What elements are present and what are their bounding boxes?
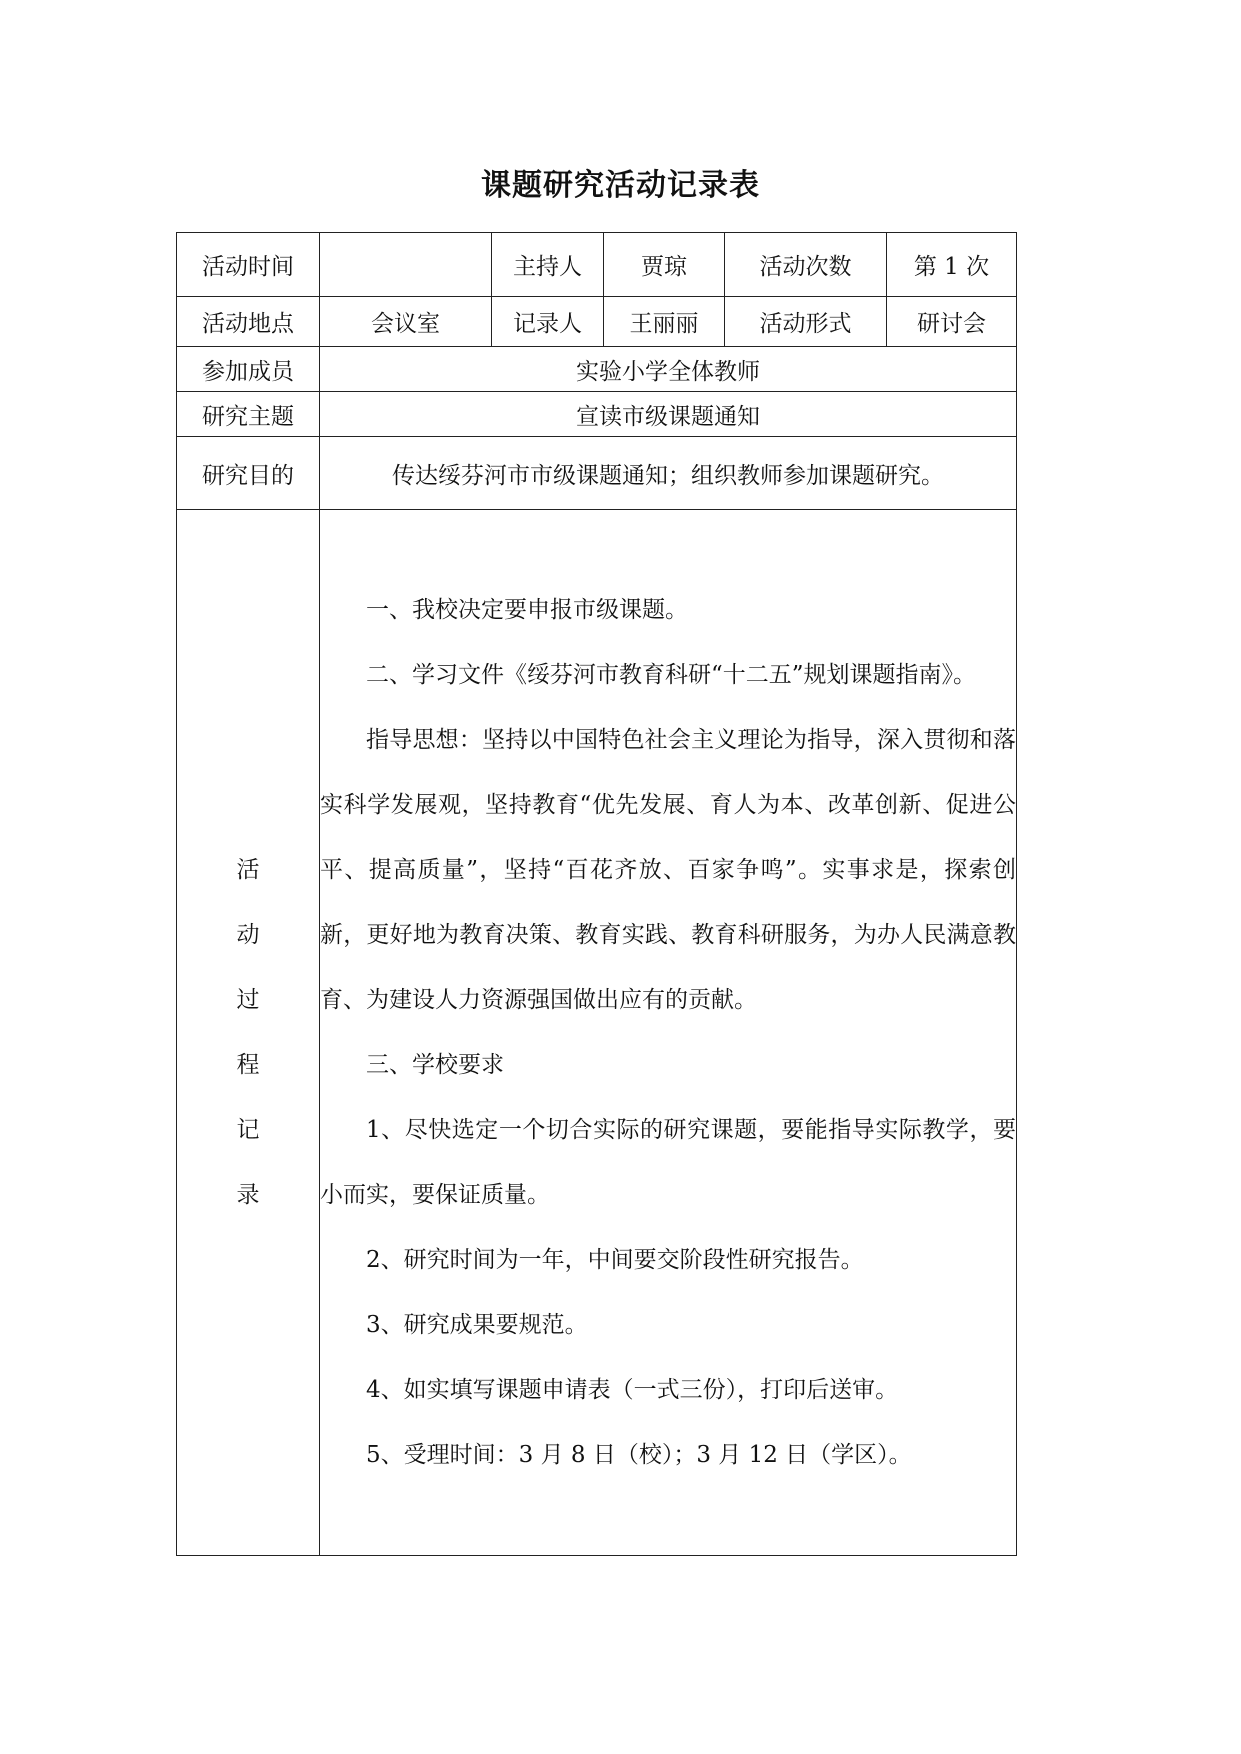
process-label-char: 记: [236, 1116, 260, 1143]
table-row: [177, 510, 1017, 1556]
purpose-value: 传达绥芬河市市级课题通知；组织教师参加课题研究。: [320, 437, 1017, 510]
process-paragraph: 5、受理时间：3 月 8 日（校）；3 月 12 日（学区）。: [366, 1441, 912, 1468]
process-paragraph: 1、尽快选定一个切合实际的研究课题，要能指导实际教学，要小而实，要保证质量。: [320, 1116, 1016, 1208]
page-title: 课题研究活动记录表: [481, 168, 760, 203]
table-row: [177, 233, 1017, 297]
process-paragraph: 三、学校要求: [366, 1051, 504, 1078]
topic-value: 宣读市级课题通知: [320, 392, 1017, 437]
process-label-cell: [177, 510, 320, 1556]
table-row: [177, 392, 1017, 437]
activity-record-table: [176, 232, 1017, 1556]
activity-place-label: 活动地点: [177, 297, 320, 347]
process-paragraph: 3、研究成果要规范。: [366, 1311, 588, 1338]
purpose-label: 研究目的: [177, 437, 320, 510]
host-label: 主持人: [492, 233, 604, 297]
process-paragraph: 一、我校决定要申报市级课题。: [366, 596, 688, 623]
recorder-value: 王丽丽: [604, 297, 725, 347]
table-row: [177, 297, 1017, 347]
activity-count-value: 第 1 次: [887, 233, 1017, 297]
table-row: [177, 347, 1017, 392]
host-value: 贾琼: [604, 233, 725, 297]
table-row: [177, 437, 1017, 510]
activity-count-label: 活动次数: [725, 233, 887, 297]
process-label-char: 录: [236, 1181, 260, 1208]
process-paragraph: 4、如实填写课题申请表（一式三份），打印后送审。: [366, 1376, 899, 1403]
activity-time-value: [320, 233, 492, 297]
topic-label: 研究主题: [177, 392, 320, 437]
recorder-label: 记录人: [492, 297, 604, 347]
activity-place-value: 会议室: [320, 297, 492, 347]
process-paragraph: 指导思想：坚持以中国特色社会主义理论为指导，深入贯彻和落实科学发展观，坚持教育“优先发展、育人为本、改革创新、促进公平、提高质量”，坚持“百花齐放、百家争鸣”。实事求是，探索创新，更好地为教育决策、教育实践、教育科研服务，为办人民满意教育、为建设人力资源强国做出应有的贡献。: [320, 726, 1016, 1013]
process-label-char: 动: [236, 921, 260, 948]
activity-time-label: 活动时间: [177, 233, 320, 297]
activity-form-label: 活动形式: [725, 297, 887, 347]
process-label: [177, 838, 319, 1228]
members-label: 参加成员: [177, 347, 320, 392]
activity-form-value: 研讨会: [887, 297, 1017, 347]
process-paragraph: 2、研究时间为一年，中间要交阶段性研究报告。: [366, 1246, 864, 1273]
process-label-char: 过: [236, 986, 260, 1013]
process-label-char: 活: [236, 856, 260, 883]
members-value: 实验小学全体教师: [320, 347, 1017, 392]
process-content: [320, 510, 1017, 1556]
process-label-char: 程: [236, 1051, 260, 1078]
process-paragraph: 二、学习文件《绥芬河市教育科研“十二五”规划课题指南》。: [366, 661, 977, 688]
